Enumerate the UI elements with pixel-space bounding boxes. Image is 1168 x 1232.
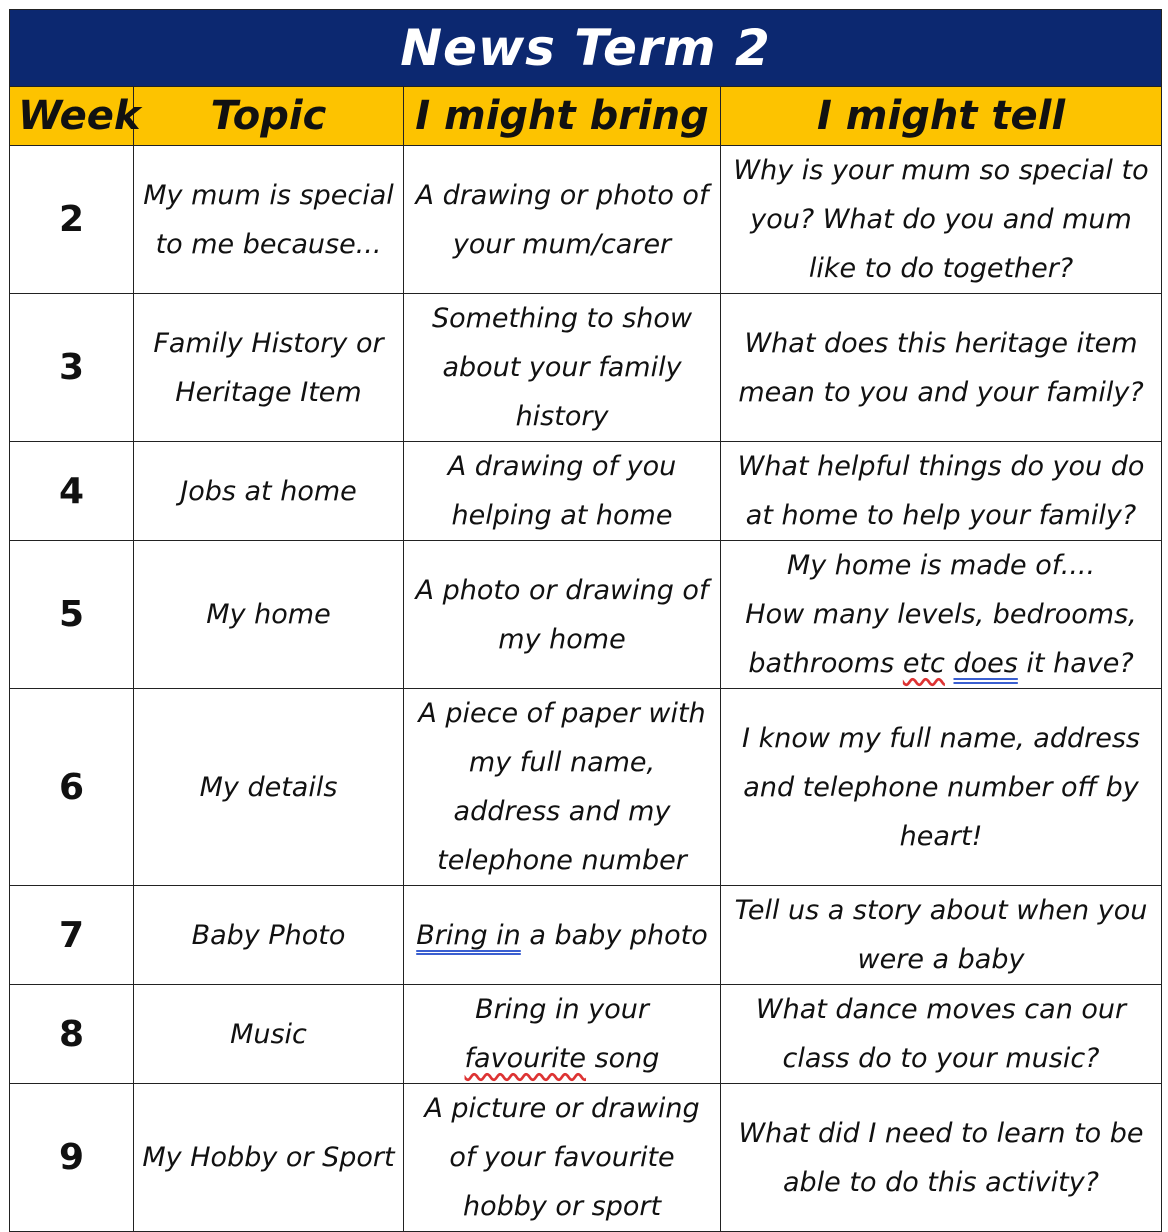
topic-cell: My home <box>134 541 404 689</box>
bring-text: song <box>586 1043 660 1074</box>
bring-text: a baby photo <box>520 919 708 951</box>
table-row <box>10 1084 1162 1232</box>
news-term-table <box>9 9 1162 1232</box>
topic-cell: My Hobby or Sport <box>134 1084 404 1232</box>
header-bring: I might bring <box>404 87 721 146</box>
bring-cell: A drawing of you helping at home <box>404 442 721 541</box>
header-tell: I might tell <box>721 87 1162 146</box>
bring-cell: A picture or drawing of your favourite hobby or sport <box>404 1084 721 1232</box>
table-row <box>10 985 1162 1084</box>
table-row <box>10 689 1162 886</box>
topic-cell: My details <box>134 689 404 886</box>
tell-line: My home is made of.... <box>786 550 1096 581</box>
table-row <box>10 294 1162 442</box>
topic-cell: Family History or Heritage Item <box>134 294 404 442</box>
week-number: 7 <box>10 886 134 985</box>
grammar-flag: Bring in <box>416 919 521 951</box>
spelling-flag: etc <box>902 648 945 679</box>
bring-text: Bring in your <box>475 994 649 1025</box>
week-number: 9 <box>10 1084 134 1232</box>
header-week: Week <box>10 87 134 146</box>
tell-cell: What helpful things do you do at home to help your family? <box>721 442 1162 541</box>
table-row <box>10 886 1162 985</box>
bring-cell <box>404 985 721 1084</box>
topic-cell: Baby Photo <box>134 886 404 985</box>
title-row <box>10 10 1162 87</box>
spelling-flag: favourite <box>464 1043 587 1074</box>
tell-cell: I know my full name, address and telephone number off by heart! <box>721 689 1162 886</box>
week-number: 6 <box>10 689 134 886</box>
week-number: 3 <box>10 294 134 442</box>
table-row <box>10 146 1162 294</box>
table-row <box>10 541 1162 689</box>
week-number: 2 <box>10 146 134 294</box>
tell-cell: What dance moves can our class do to your music? <box>721 985 1162 1084</box>
grammar-flag: does <box>953 648 1018 679</box>
week-number: 4 <box>10 442 134 541</box>
bring-cell: A piece of paper with my full name, address and my telephone number <box>404 689 721 886</box>
week-number: 5 <box>10 541 134 689</box>
tell-cell <box>721 541 1162 689</box>
topic-cell: Jobs at home <box>134 442 404 541</box>
table-title: News Term 2 <box>10 10 1162 87</box>
table-row <box>10 442 1162 541</box>
header-row <box>10 87 1162 146</box>
bring-cell: Something to show about your family history <box>404 294 721 442</box>
topic-cell: Music <box>134 985 404 1084</box>
tell-cell: Tell us a story about when you were a baby <box>721 886 1162 985</box>
tell-text: it have? <box>1017 648 1134 679</box>
tell-cell: Why is your mum so special to you? What do you and mum like to do together? <box>721 146 1162 294</box>
tell-text: How many levels, bedrooms, bathrooms <box>745 599 1137 679</box>
topic-cell: My mum is special to me because... <box>134 146 404 294</box>
week-number: 8 <box>10 985 134 1084</box>
tell-cell: What did I need to learn to be able to do this activity? <box>721 1084 1162 1232</box>
header-topic: Topic <box>134 87 404 146</box>
bring-cell <box>404 886 721 985</box>
bring-cell: A drawing or photo of your mum/carer <box>404 146 721 294</box>
bring-cell: A photo or drawing of my home <box>404 541 721 689</box>
tell-cell: What does this heritage item mean to you and your family? <box>721 294 1162 442</box>
